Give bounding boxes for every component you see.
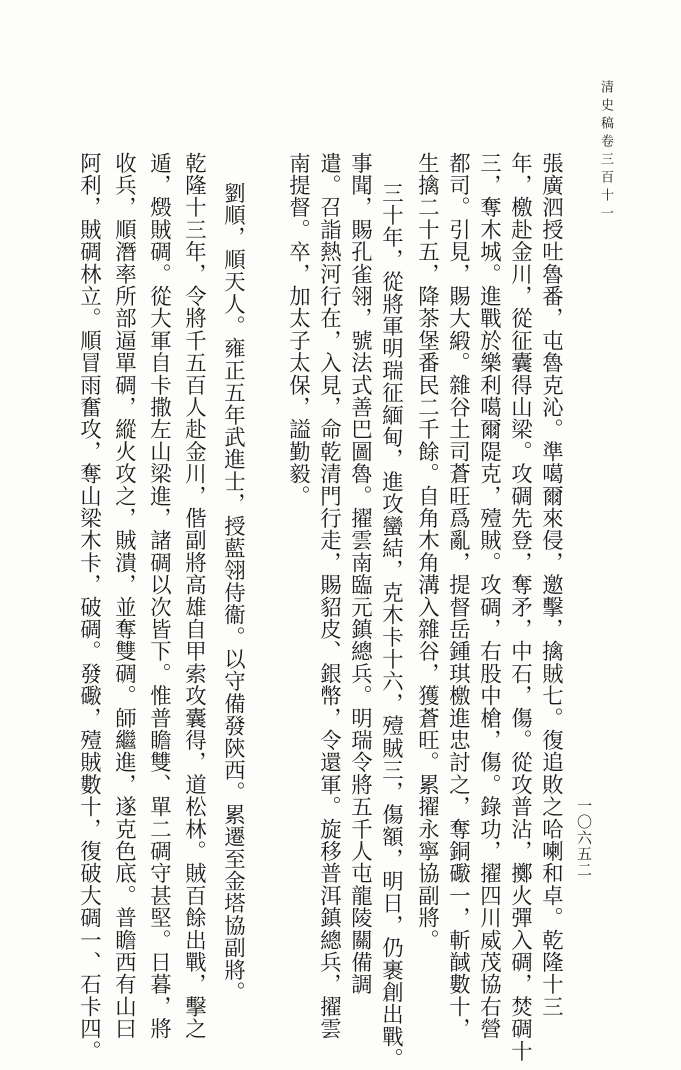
text-column: 遣。召詣熱河行在，入見，命乾清門行走，賜貂皮、銀幣，令還軍。旋移普洱鎮總兵，擢雲 [316,152,342,1040]
text-column: 遁，燬賊碉。從大軍自卡撒左山梁進，諸碉以次皆下。惟普瞻雙、單二碉守甚堅。日暮，將 [146,152,172,1040]
text-column: 劉順，順天人。雍正五年武進士，授藍翎侍衞。以守備發陝西。累遷至金塔協副將。 [220,182,246,1004]
text-column: 事聞，賜孔雀翎，號法式善巴圖魯。擢雲南臨元鎮總兵。明瑞令將五千人屯龍陵關備調 [347,152,373,996]
text-column: 三，奪木城。進戰於樂利噶爾隄克，殪賊。攻碉，右股中槍，傷。錄功，擢四川威茂協右營 [476,152,502,1040]
text-column: 三十年，從將軍明瑞征緬甸，進攻蠻結，克木卡十六，殪賊三，傷額，明日，仍裹創出戰。 [378,182,404,1070]
text-column: 生擒二十五，降茶堡番民二千餘。自角木角溝入雜谷，獲蒼旺。累擢永寧協副將。 [414,152,440,952]
page-number: 一〇六五二 [575,798,593,878]
text-column: 南提督。卒，加太子太保，謚勤毅。 [285,152,311,508]
text-column: 都司。引見，賜大緞。雜谷土司蒼旺爲亂，提督岳鍾琪檄進忠討之，奪銅礮一，斬馘數十， [445,152,471,1040]
text-column: 收兵，順潛率所部逼單碉，縱火攻之，賊潰，並奪雙碉。師繼進，遂克色底。普瞻西有山曰 [111,152,137,1040]
text-column: 阿利，賊碉林立。順冒雨奮攻，奪山梁木卡，破碉。發礮，殪賊數十，復破大碉一、石卡四。 [76,152,102,1063]
text-column: 乾隆十三年，令將千五百人赴金川，偕副將高雄自甲索攻囊得，道松林。賊百餘出戰，擊之 [181,152,207,1040]
text-column: 張廣泗授吐魯番，屯魯克沁。準噶爾來侵，邀擊，擒賊七。復追敗之哈喇和卓。乾隆十三 [538,152,564,1018]
running-header: 清史稿卷三百十一 [598,80,613,224]
text-column: 年，檄赴金川，從征囊得山梁。攻碉先登，奪矛，中石，傷。從攻普沾，擲火彈入碉，焚碉十 [507,152,533,1063]
